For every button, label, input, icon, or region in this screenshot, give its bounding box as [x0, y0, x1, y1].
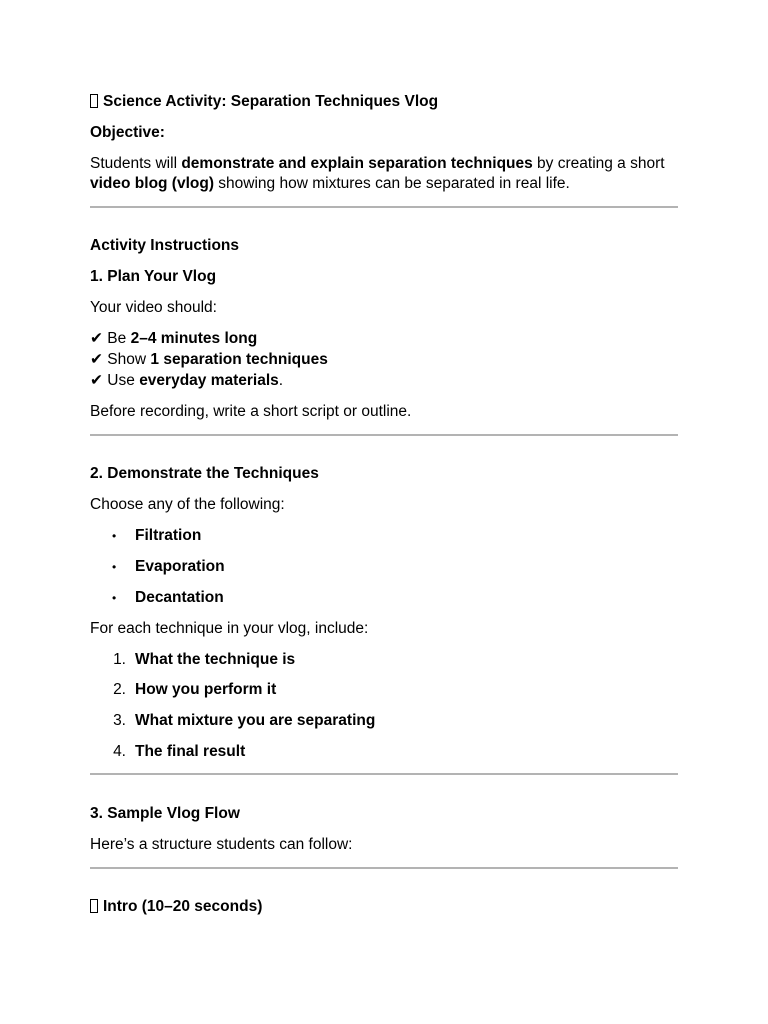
section-1-intro: Your video should:	[90, 299, 217, 316]
section-3-heading	[90, 804, 240, 824]
section-3-title: Sample Vlog Flow	[107, 805, 240, 822]
section-1-heading	[90, 267, 216, 287]
check-item	[90, 350, 328, 370]
section-3-number: 3.	[90, 805, 103, 822]
check-text-end: .	[278, 372, 284, 389]
check-icon: ✔	[90, 372, 103, 389]
objective-line-1	[90, 154, 665, 174]
divider	[90, 434, 678, 436]
check-bold: 2–4 minutes long	[130, 330, 258, 347]
check-bold: everyday materials	[139, 372, 279, 389]
list-number: 1.	[113, 651, 126, 668]
bullet-icon: •	[112, 591, 117, 605]
include-item: How you perform it	[135, 681, 277, 698]
missing-glyph-icon	[90, 94, 98, 108]
list-number: 4.	[113, 743, 126, 760]
technique-item: Filtration	[135, 527, 202, 544]
document-title-text: Science Activity: Separation Techniques Vlog	[103, 93, 439, 110]
intro-step-text: Intro (10–20 seconds)	[103, 898, 263, 915]
document-title	[90, 92, 438, 112]
objective-text-2: by creating a short	[532, 155, 665, 172]
bullet-icon: •	[112, 560, 117, 574]
missing-glyph-icon	[90, 899, 98, 913]
bullet-icon: •	[112, 529, 117, 543]
divider	[90, 206, 678, 208]
include-item: What mixture you are separating	[135, 712, 376, 729]
check-text: Be	[103, 330, 131, 347]
section-1-title: Plan Your Vlog	[107, 268, 217, 285]
list-number: 2.	[113, 681, 126, 698]
technique-item: Decantation	[135, 589, 224, 606]
check-item	[90, 329, 257, 349]
instructions-heading: Activity Instructions	[90, 237, 239, 254]
section-1-number: 1.	[90, 268, 103, 285]
section-3-intro: Here’s a structure students can follow:	[90, 836, 353, 853]
objective-heading: Objective:	[90, 124, 165, 141]
section-2-title: Demonstrate the Techniques	[107, 465, 319, 482]
section-2-intro: Choose any of the following:	[90, 496, 285, 513]
list-number: 3.	[113, 712, 126, 729]
check-icon: ✔	[90, 330, 103, 347]
technique-item: Evaporation	[135, 558, 225, 575]
check-item	[90, 371, 283, 391]
check-text: Use	[103, 372, 140, 389]
section-2-number: 2.	[90, 465, 103, 482]
divider	[90, 867, 678, 869]
objective-text-3: showing how mixtures can be separated in real life.	[214, 175, 570, 192]
check-text: Show	[103, 351, 151, 368]
objective-text-1: Students will	[90, 155, 182, 172]
include-item: The final result	[135, 743, 246, 760]
section-2-heading	[90, 464, 319, 484]
include-intro: For each technique in your vlog, include:	[90, 620, 369, 637]
intro-step-heading	[90, 897, 262, 917]
objective-bold-1: demonstrate and explain separation techniques	[181, 155, 533, 172]
check-icon: ✔	[90, 351, 103, 368]
check-bold: 1 separation techniques	[150, 351, 328, 368]
section-1-note: Before recording, write a short script or outline.	[90, 403, 412, 420]
objective-line-2	[90, 174, 570, 194]
include-item: What the technique is	[135, 651, 296, 668]
divider	[90, 773, 678, 775]
objective-bold-2: video blog (vlog)	[90, 175, 214, 192]
